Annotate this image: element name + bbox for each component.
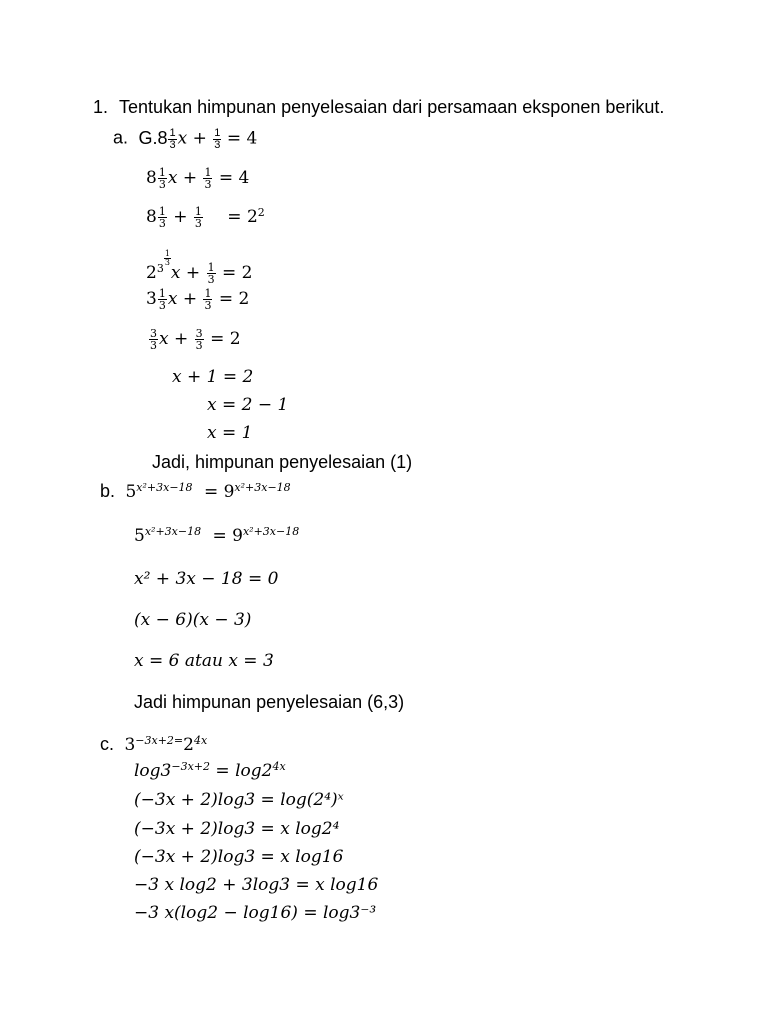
part-c-line-4: (−3x + 2)log3 = x log16 <box>134 847 344 867</box>
part-b-exp-left: x²+3x−18 <box>136 480 193 494</box>
part-b-line-restated <box>134 524 300 546</box>
part-b-label: b. <box>100 481 116 501</box>
part-a-line-1: a. G.8 $\frac{1}{3}$ x + $\frac{1}{3}$ = 4 <box>113 127 258 151</box>
part-a-line-3: 8 $\frac{1}{3}$ + $\frac{1}{3}$ = $2^2$ <box>146 205 265 230</box>
part-c-base-left: 3 <box>124 735 136 755</box>
part-b-base-right: = 9 <box>212 526 243 546</box>
part-c-line-1-left: log3 <box>134 761 172 781</box>
part-a-line-8: x = 2 − 1 <box>207 395 289 415</box>
part-a-line-4: $2^{3 \frac{1}{3}}$ x + $\frac{1}{3}$ = 2 <box>146 249 253 287</box>
part-b-conclusion: Jadi himpunan penyelesaian (6,3) <box>134 692 405 712</box>
part-b-exp-left: x²+3x−18 <box>144 524 202 538</box>
part-c-exp-left: −3x+2= <box>135 733 184 747</box>
part-a-line-3-rhs: = 2 <box>227 207 258 227</box>
part-a-line-7: x + 1 = 2 <box>172 367 254 387</box>
fraction-one-third: $\frac{1}{3}$ <box>158 166 166 191</box>
fraction-one-third: $\frac{1}{3}$ <box>204 166 212 191</box>
part-a-line-6-rhs: = 2 <box>210 329 241 349</box>
part-b-exp-right: x²+3x−18 <box>234 480 291 494</box>
fraction-one-third: $\frac{1}{3}$ <box>158 287 166 312</box>
part-b-roots: x = 6 atau x = 3 <box>134 651 274 671</box>
part-c-equation <box>100 735 207 754</box>
part-c-line-5: −3 x log2 + 3log3 = x log16 <box>134 875 379 895</box>
part-c-line-1-exp-right: 4x <box>272 759 286 773</box>
part-b-base-left: 5 <box>134 526 145 546</box>
fraction-one-third: $\frac{1}{3}$ <box>204 287 212 312</box>
part-c-line-6: −3 x(log2 − log16) = log3⁻³ <box>134 903 377 923</box>
part-b-quadratic: x² + 3x − 18 = 0 <box>134 569 279 589</box>
part-a-line-3-rhs-exp: 2 <box>257 205 265 219</box>
fraction-one-third: $\frac{1}{3}$ <box>169 127 176 151</box>
part-a-line-2-rhs: = 4 <box>218 168 250 188</box>
problem-number: 1. <box>93 97 109 117</box>
part-c-exp-right: 4x <box>193 733 208 747</box>
fraction-one-third: $\frac{1}{3}$ <box>207 261 215 287</box>
part-c-base-right: 2 <box>183 735 194 755</box>
problem-header <box>93 98 664 116</box>
part-a-line-6: $\frac{3}{3}$ x + $\frac{3}{3}$ = 2 <box>150 327 241 352</box>
part-a-line-2: 8 $\frac{1}{3}$ x + $\frac{1}{3}$ = 4 <box>146 166 250 191</box>
part-b-base-right: = 9 <box>203 482 235 502</box>
part-c-line-1-right: = log2 <box>215 761 273 781</box>
part-c-line-1-exp-left: −3x+2 <box>171 759 211 773</box>
part-b-exp-right: x²+3x−18 <box>242 524 300 538</box>
fraction-one-third: $\frac{1}{3}$ <box>214 127 221 151</box>
fraction-three-thirds: $\frac{3}{3}$ <box>150 327 157 352</box>
part-a-line-1-rhs: = 4 <box>226 128 258 149</box>
part-a-line-9: x = 1 <box>207 423 253 443</box>
fraction-one-third-small: $\frac{1}{3}$ <box>164 249 170 267</box>
part-a-conclusion: Jadi, himpunan penyelesaian (1) <box>152 452 413 472</box>
fraction-one-third: $\frac{1}{3}$ <box>194 205 202 230</box>
part-c-line-2: (−3x + 2)log3 = log(2⁴)ˣ <box>134 790 344 810</box>
part-a-line-5: 3 $\frac{1}{3}$ x + $\frac{1}{3}$ = 2 <box>146 287 250 312</box>
part-c-line-3: (−3x + 2)log3 = x log2⁴ <box>134 819 340 839</box>
part-a-label: a. <box>113 127 129 148</box>
part-c-line-1 <box>134 759 286 781</box>
part-a-prefix: G.8 <box>138 127 168 148</box>
problem-instruction: Tentukan himpunan penyelesaian dari persamaan eksponen berikut. <box>119 97 665 117</box>
part-a-line-4-rhs: = 2 <box>221 263 253 284</box>
part-b-base-left: 5 <box>125 482 137 502</box>
part-a-line-3-base: 8 <box>146 207 157 227</box>
fraction-one-third: $\frac{1}{3}$ <box>158 205 166 230</box>
part-b-factored: (x − 6)(x − 3) <box>134 610 252 630</box>
part-a-line-5-rhs: = 2 <box>218 289 250 309</box>
fraction-three-thirds: $\frac{3}{3}$ <box>195 327 203 352</box>
part-b-equation <box>100 482 291 501</box>
part-c-label: c. <box>100 734 115 754</box>
